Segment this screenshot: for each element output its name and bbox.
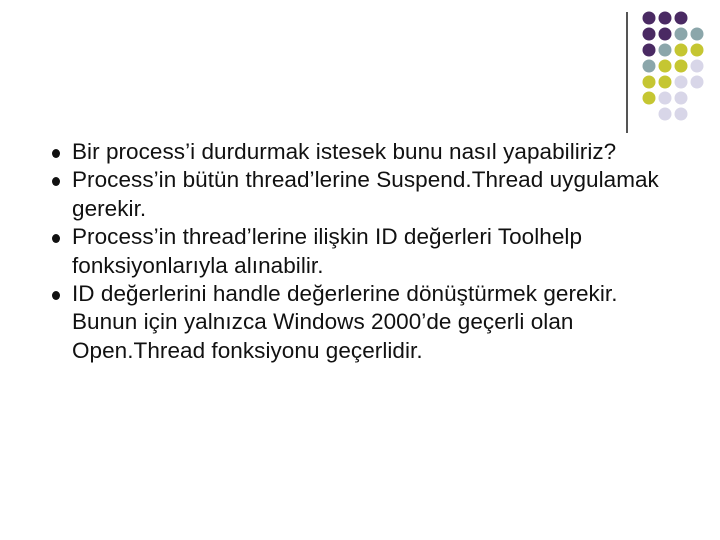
bullet-text: Process’in bütün thread’lerine Suspend.Thread uygulamak gerekir. — [72, 167, 659, 221]
bullet-item — [52, 223, 672, 280]
deco-dot — [691, 28, 704, 41]
deco-dot — [643, 12, 656, 25]
deco-dot — [659, 92, 672, 105]
deco-dot — [643, 92, 656, 105]
deco-dot — [659, 12, 672, 25]
deco-dot — [643, 28, 656, 41]
deco-dot — [643, 44, 656, 57]
deco-dot — [659, 76, 672, 89]
deco-dot — [659, 44, 672, 57]
deco-dot — [659, 60, 672, 73]
bullet-text: Bir process’i durdurmak istesek bunu nasıl yapabiliriz? — [72, 139, 617, 164]
deco-dot — [675, 28, 688, 41]
deco-dot — [691, 44, 704, 57]
bullet-dot-icon — [52, 149, 60, 158]
deco-dot — [691, 76, 704, 89]
bullet-dot-icon — [52, 234, 60, 243]
deco-dot — [643, 76, 656, 89]
vertical-divider-line — [626, 12, 628, 133]
bullet-dot-icon — [52, 291, 60, 300]
deco-dot — [643, 60, 656, 73]
bullet-dot-icon — [52, 177, 60, 186]
bullet-item — [52, 166, 672, 223]
deco-dot — [675, 60, 688, 73]
bullet-list — [52, 138, 672, 365]
bullet-item — [52, 138, 672, 166]
deco-dot — [675, 44, 688, 57]
bullet-item — [52, 280, 672, 365]
deco-dot — [675, 92, 688, 105]
bullet-text: ID değerlerini handle değerlerine dönüştürmek gerekir. Bunun için yalnızca Windows 2000’de geçerli olan Open.Thread fonksiyonu geçerlidir. — [72, 281, 618, 363]
deco-dot — [675, 108, 688, 121]
deco-dot — [659, 108, 672, 121]
deco-dot — [659, 28, 672, 41]
deco-dot — [691, 60, 704, 73]
bullet-text: Process’in thread’lerine ilişkin ID değerleri Toolhelp fonksiyonlarıyla alınabilir. — [72, 224, 583, 278]
deco-dot — [675, 12, 688, 25]
deco-dot — [675, 76, 688, 89]
